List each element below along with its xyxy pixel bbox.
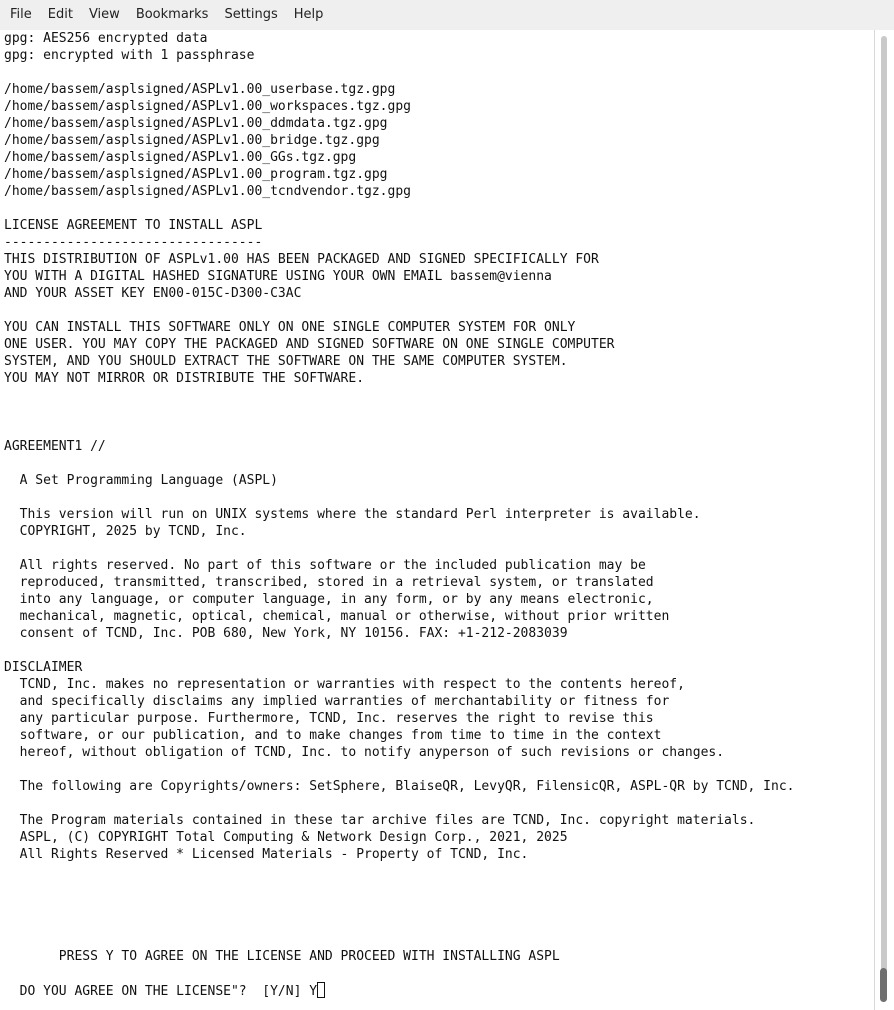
terminal-line: All Rights Reserved * Licensed Materials - Property of TCND, Inc. <box>4 847 529 862</box>
terminal-line <box>4 863 795 880</box>
terminal-line: A Set Programming Language (ASPL) <box>4 473 278 488</box>
terminal-line <box>4 302 795 319</box>
terminal-line <box>4 761 795 778</box>
terminal-line: THIS DISTRIBUTION OF ASPLv1.00 HAS BEEN PACKAGED AND SIGNED SPECIFICALLY FOR <box>4 252 599 267</box>
terminal-line <box>4 404 795 421</box>
terminal-line: AGREEMENT1 // <box>4 439 106 454</box>
license-prompt: DO YOU AGREE ON THE LICENSE"? [Y/N] Y <box>4 984 318 999</box>
terminal-line: software, or our publication, and to make changes from time to time in the context <box>4 728 662 743</box>
terminal-line: YOU CAN INSTALL THIS SOFTWARE ONLY ON ONE SINGLE COMPUTER SYSTEM FOR ONLY <box>4 320 576 335</box>
terminal-line: TCND, Inc. makes no representation or warranties with respect to the contents hereof, <box>4 677 685 692</box>
terminal-line: /home/bassem/asplsigned/ASPLv1.00_userbase.tgz.gpg <box>4 82 396 97</box>
terminal-line <box>4 880 795 897</box>
terminal-output-area[interactable] <box>0 30 874 1010</box>
menu-settings[interactable]: Settings <box>224 7 278 22</box>
terminal-line: COPYRIGHT, 2025 by TCND, Inc. <box>4 524 247 539</box>
menu-bar <box>0 0 894 30</box>
terminal-line <box>4 795 795 812</box>
terminal-line: All rights reserved. No part of this software or the included publication may be <box>4 558 646 573</box>
terminal-line: ASPL, (C) COPYRIGHT Total Computing & Network Design Corp., 2021, 2025 <box>4 830 568 845</box>
terminal-line: /home/bassem/asplsigned/ASPLv1.00_bridge.tgz.gpg <box>4 133 380 148</box>
terminal-line: /home/bassem/asplsigned/ASPLv1.00_workspaces.tgz.gpg <box>4 99 411 114</box>
menu-file[interactable]: File <box>10 7 32 22</box>
terminal-line: hereof, without obligation of TCND, Inc. to notify anyperson of such revisions or changes. <box>4 745 725 760</box>
terminal-text <box>4 30 795 999</box>
terminal-line: reproduced, transmitted, transcribed, stored in a retrieval system, or translated <box>4 575 654 590</box>
vertical-scrollbar[interactable] <box>875 30 894 1010</box>
terminal-line <box>4 387 795 404</box>
terminal-line: any particular purpose. Furthermore, TCND, Inc. reserves the right to revise this <box>4 711 654 726</box>
terminal-line: gpg: encrypted with 1 passphrase <box>4 48 255 63</box>
terminal-line <box>4 64 795 81</box>
terminal-line <box>4 914 795 931</box>
menu-help[interactable]: Help <box>293 7 324 22</box>
terminal-line: mechanical, magnetic, optical, chemical, manual or otherwise, without prior written <box>4 609 670 624</box>
terminal-line: PRESS Y TO AGREE ON THE LICENSE AND PROCEED WITH INSTALLING ASPL <box>4 949 560 964</box>
terminal-line <box>4 642 795 659</box>
terminal-line <box>4 421 795 438</box>
terminal-line: /home/bassem/asplsigned/ASPLv1.00_tcndvendor.tgz.gpg <box>4 184 411 199</box>
text-cursor <box>317 982 325 998</box>
terminal-line: gpg: AES256 encrypted data <box>4 31 208 46</box>
terminal-line: YOU MAY NOT MIRROR OR DISTRIBUTE THE SOFTWARE. <box>4 371 365 386</box>
terminal-line <box>4 455 795 472</box>
terminal-line: and specifically disclaims any implied warranties of merchantability or fitness for <box>4 694 670 709</box>
terminal-line: SYSTEM, AND YOU SHOULD EXTRACT THE SOFTWARE ON THE SAME COMPUTER SYSTEM. <box>4 354 568 369</box>
terminal-line: AND YOUR ASSET KEY EN00-015C-D300-C3AC <box>4 286 302 301</box>
terminal-prompt-line <box>4 982 795 999</box>
menu-view[interactable]: View <box>88 7 120 22</box>
menu-edit[interactable]: Edit <box>47 7 73 22</box>
terminal-line <box>4 540 795 557</box>
terminal-line: LICENSE AGREEMENT TO INSTALL ASPL <box>4 218 263 233</box>
terminal-line <box>4 897 795 914</box>
terminal-line <box>4 200 795 217</box>
terminal-line <box>4 931 795 948</box>
terminal-line: into any language, or computer language, in any form, or by any means electronic, <box>4 592 654 607</box>
terminal-line: YOU WITH A DIGITAL HASHED SIGNATURE USING YOUR OWN EMAIL bassem@vienna <box>4 269 552 284</box>
terminal-line: This version will run on UNIX systems where the standard Perl interpreter is available. <box>4 507 701 522</box>
terminal-line: The Program materials contained in these tar archive files are TCND, Inc. copyright materials. <box>4 813 756 828</box>
terminal-line: The following are Copyrights/owners: SetSphere, BlaiseQR, LevyQR, FilensicQR, ASPL-QR by TCND, Inc. <box>4 779 795 794</box>
terminal-line: /home/bassem/asplsigned/ASPLv1.00_GGs.tgz.gpg <box>4 150 357 165</box>
terminal-line <box>4 489 795 506</box>
terminal-line: --------------------------------- <box>4 235 263 250</box>
terminal-line: consent of TCND, Inc. POB 680, New York, NY 10156. FAX: +1-212-2083039 <box>4 626 568 641</box>
terminal-line: DISCLAIMER <box>4 660 83 675</box>
menu-bookmarks[interactable]: Bookmarks <box>135 7 209 22</box>
scrollbar-thumb[interactable] <box>880 968 887 1002</box>
terminal-line <box>4 965 795 982</box>
scrollbar-track-groove <box>881 36 887 1002</box>
terminal-line: ONE USER. YOU MAY COPY THE PACKAGED AND SIGNED SOFTWARE ON ONE SINGLE COMPUTER <box>4 337 615 352</box>
terminal-line: /home/bassem/asplsigned/ASPLv1.00_program.tgz.gpg <box>4 167 388 182</box>
terminal-line: /home/bassem/asplsigned/ASPLv1.00_ddmdata.tgz.gpg <box>4 116 388 131</box>
